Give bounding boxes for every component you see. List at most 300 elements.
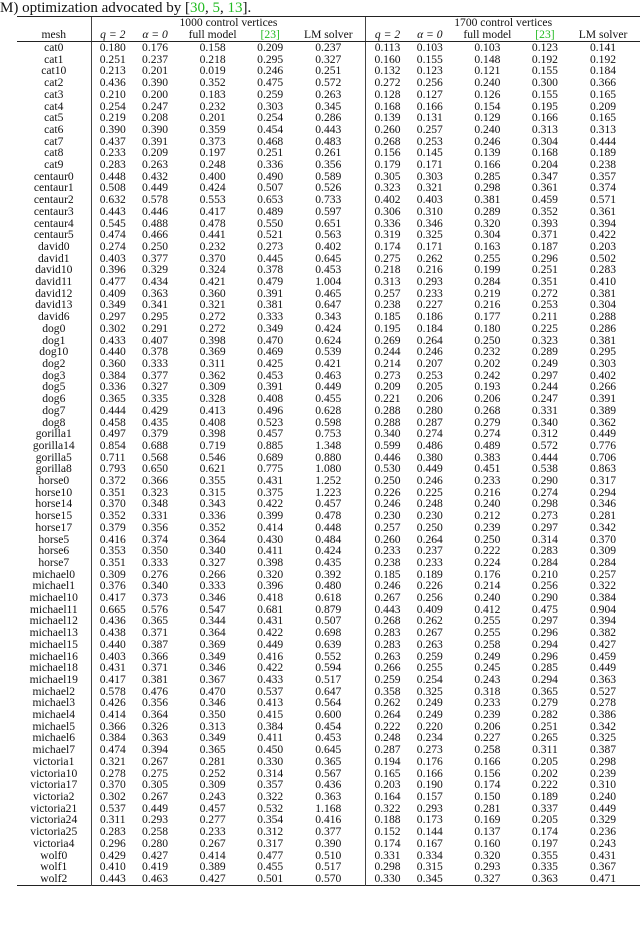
value-cell: 0.345 bbox=[416, 871, 443, 885]
value-cell: 0.422 bbox=[589, 228, 617, 242]
value-cell: 0.336 bbox=[199, 509, 226, 523]
best-value-cell: 0.333 bbox=[199, 579, 226, 593]
value-cell: 0.391 bbox=[257, 380, 284, 394]
best-value-cell: 0.380 bbox=[416, 450, 443, 464]
value-cell: 0.342 bbox=[589, 719, 617, 733]
table-row bbox=[17, 89, 640, 101]
value-cell: 0.222 bbox=[531, 778, 558, 792]
value-cell: 0.249 bbox=[416, 708, 443, 722]
value-cell: 0.398 bbox=[199, 427, 226, 441]
value-cell: 0.335 bbox=[142, 392, 169, 406]
mesh-name-cell: michael6 bbox=[32, 731, 76, 745]
value-cell: 0.263 bbox=[366, 651, 409, 663]
best-value-cell: 0.272 bbox=[199, 310, 226, 324]
col-header-ref23[interactable]: [23] bbox=[249, 28, 291, 42]
best-value-cell: 0.274 bbox=[474, 427, 501, 441]
value-cell: 0.356 bbox=[315, 158, 342, 172]
value-cell: 0.639 bbox=[315, 637, 342, 651]
value-cell: 0.302 bbox=[91, 791, 134, 803]
best-value-cell: 0.350 bbox=[199, 708, 226, 722]
value-cell: 0.286 bbox=[315, 111, 342, 125]
value-cell: 0.391 bbox=[589, 392, 617, 406]
value-cell: 0.435 bbox=[142, 415, 169, 429]
value-cell: 0.413 bbox=[257, 696, 284, 710]
value-cell: 0.396 bbox=[91, 264, 134, 276]
mesh-name-cell: victoria24 bbox=[30, 813, 78, 827]
value-cell: 0.184 bbox=[589, 64, 617, 78]
best-value-cell: 0.103 bbox=[416, 41, 443, 54]
value-cell: 0.247 bbox=[142, 99, 169, 113]
value-cell: 0.259 bbox=[257, 87, 284, 101]
value-cell: 0.396 bbox=[257, 579, 284, 593]
value-cell: 0.449 bbox=[315, 380, 342, 394]
value-cell: 0.269 bbox=[366, 335, 409, 347]
value-cell: 0.570 bbox=[315, 871, 342, 885]
value-cell: 0.233 bbox=[366, 545, 409, 557]
best-value-cell: 0.365 bbox=[199, 743, 226, 757]
mesh-name-cell: michael3 bbox=[32, 696, 76, 710]
value-cell: 0.793 bbox=[91, 463, 134, 475]
best-value-cell: 0.553 bbox=[199, 193, 226, 207]
value-cell: 0.283 bbox=[366, 627, 409, 639]
mesh-name-cell: michael0 bbox=[32, 567, 76, 581]
value-cell: 0.417 bbox=[91, 592, 134, 604]
mesh-name-cell: cat5 bbox=[44, 111, 64, 125]
best-value-cell: 0.470 bbox=[199, 684, 226, 698]
mesh-name-cell: victoria10 bbox=[30, 766, 78, 780]
value-cell: 0.349 bbox=[91, 299, 134, 311]
value-cell: 0.471 bbox=[589, 871, 617, 885]
best-value-cell: 0.193 bbox=[474, 380, 501, 394]
col-header-full-model: full model bbox=[176, 28, 249, 42]
value-cell: 0.262 bbox=[416, 614, 443, 628]
col-header-lm-solver: LM solver bbox=[566, 28, 640, 42]
value-cell: 0.313 bbox=[531, 122, 558, 136]
value-cell: 0.389 bbox=[589, 403, 617, 417]
value-cell: 0.272 bbox=[366, 77, 409, 89]
value-cell: 0.250 bbox=[366, 475, 409, 487]
value-cell: 0.390 bbox=[91, 124, 134, 136]
value-cell: 0.323 bbox=[142, 485, 169, 499]
best-value-cell: 0.413 bbox=[199, 403, 226, 417]
value-cell: 0.370 bbox=[91, 498, 134, 510]
value-cell: 0.440 bbox=[91, 639, 134, 651]
value-cell: 0.537 bbox=[91, 803, 134, 815]
value-cell: 0.287 bbox=[416, 415, 443, 429]
value-cell: 0.375 bbox=[257, 485, 284, 499]
value-cell: 0.291 bbox=[142, 321, 169, 335]
value-cell: 0.210 bbox=[91, 89, 134, 101]
value-cell: 0.207 bbox=[416, 356, 443, 370]
mesh-name-cell: michael5 bbox=[32, 719, 76, 733]
value-cell: 0.303 bbox=[589, 356, 617, 370]
best-value-cell: 0.216 bbox=[474, 485, 501, 499]
value-cell: 0.123 bbox=[531, 41, 558, 54]
value-cell: 0.366 bbox=[589, 76, 617, 90]
mesh-name-cell: cat10 bbox=[41, 64, 67, 78]
value-cell: 0.226 bbox=[366, 487, 409, 499]
value-cell: 0.371 bbox=[142, 626, 169, 640]
value-cell: 0.176 bbox=[416, 754, 443, 768]
value-cell: 0.165 bbox=[589, 111, 617, 125]
value-cell: 0.424 bbox=[315, 321, 342, 335]
value-cell: 0.296 bbox=[531, 251, 558, 265]
value-cell: 0.184 bbox=[416, 321, 443, 335]
value-cell: 0.383 bbox=[474, 450, 501, 464]
citation-link[interactable]: 13 bbox=[227, 0, 243, 16]
value-cell: 0.348 bbox=[142, 497, 169, 511]
value-cell: 0.285 bbox=[531, 661, 558, 675]
best-value-cell: 0.318 bbox=[474, 684, 501, 698]
value-cell: 0.327 bbox=[142, 380, 169, 394]
value-cell: 0.539 bbox=[315, 345, 342, 359]
value-cell: 0.257 bbox=[366, 288, 409, 300]
mesh-name-cell: centaur5 bbox=[33, 228, 74, 242]
value-cell: 0.297 bbox=[91, 311, 134, 323]
best-value-cell: 0.449 bbox=[416, 462, 443, 476]
value-cell: 0.361 bbox=[531, 181, 558, 195]
value-cell: 0.296 bbox=[531, 649, 558, 663]
value-cell: 0.393 bbox=[531, 216, 558, 230]
value-cell: 0.425 bbox=[257, 356, 284, 370]
value-cell: 0.351 bbox=[91, 487, 134, 499]
value-cell: 0.367 bbox=[589, 860, 617, 874]
value-cell: 0.346 bbox=[589, 497, 617, 511]
table-row bbox=[17, 674, 640, 686]
value-cell: 0.238 bbox=[589, 158, 617, 172]
value-cell: 0.236 bbox=[589, 825, 617, 839]
best-value-cell: 0.166 bbox=[474, 754, 501, 768]
value-cell: 0.424 bbox=[315, 544, 342, 558]
value-cell: 0.273 bbox=[531, 509, 558, 523]
value-cell: 0.278 bbox=[91, 768, 134, 780]
value-cell: 0.244 bbox=[531, 380, 558, 394]
value-cell: 0.251 bbox=[531, 719, 558, 733]
value-cell: 0.373 bbox=[142, 591, 169, 605]
value-cell: 0.254 bbox=[257, 111, 284, 125]
col-header-ref23[interactable]: [23] bbox=[524, 28, 566, 42]
table-row bbox=[17, 475, 640, 487]
value-cell: 0.176 bbox=[142, 41, 169, 54]
best-value-cell: 0.424 bbox=[199, 181, 226, 195]
mesh-name-cell: horse17 bbox=[35, 520, 73, 534]
value-cell: 0.618 bbox=[315, 591, 342, 605]
value-cell: 0.468 bbox=[257, 134, 284, 148]
value-cell: 0.632 bbox=[91, 194, 134, 206]
mesh-name-cell: michael19 bbox=[29, 672, 78, 686]
mesh-name-cell: cat3 bbox=[44, 87, 64, 101]
value-cell: 0.653 bbox=[257, 193, 284, 207]
best-value-cell: 0.305 bbox=[142, 778, 169, 792]
best-value-cell: 0.309 bbox=[199, 380, 226, 394]
table-row bbox=[17, 42, 640, 54]
best-value-cell: 0.359 bbox=[199, 122, 226, 136]
best-value-cell: 0.266 bbox=[199, 567, 226, 581]
value-cell: 0.286 bbox=[589, 321, 617, 335]
best-value-cell: 0.242 bbox=[474, 368, 501, 382]
value-cell: 0.155 bbox=[416, 52, 443, 66]
value-cell: 0.295 bbox=[589, 345, 617, 359]
mesh-name-cell: wolf1 bbox=[40, 860, 68, 874]
value-cell: 0.381 bbox=[589, 333, 617, 347]
best-value-cell: 0.126 bbox=[474, 87, 501, 101]
value-cell: 0.340 bbox=[142, 579, 169, 593]
mesh-name-cell: cat8 bbox=[44, 146, 64, 160]
best-value-cell: 0.346 bbox=[199, 661, 226, 675]
value-cell: 0.226 bbox=[416, 579, 443, 593]
value-cell: 0.317 bbox=[257, 836, 284, 850]
value-cell: 0.304 bbox=[531, 134, 558, 148]
mesh-name-cell: victoria1 bbox=[33, 754, 75, 768]
value-cell: 0.274 bbox=[531, 485, 558, 499]
best-value-cell: 0.449 bbox=[142, 801, 169, 815]
value-cell: 0.166 bbox=[531, 111, 558, 125]
mesh-name-cell: dog2 bbox=[42, 356, 66, 370]
value-cell: 0.336 bbox=[366, 218, 409, 230]
table-row bbox=[17, 276, 640, 288]
value-cell: 0.429 bbox=[91, 850, 134, 862]
best-value-cell: 0.121 bbox=[474, 64, 501, 78]
value-cell: 0.459 bbox=[531, 193, 558, 207]
value-cell: 0.287 bbox=[366, 744, 409, 756]
best-value-cell: 0.250 bbox=[474, 532, 501, 546]
value-cell: 0.436 bbox=[91, 615, 134, 627]
value-cell: 0.155 bbox=[531, 87, 558, 101]
value-cell: 0.517 bbox=[315, 672, 342, 686]
value-cell: 0.323 bbox=[531, 333, 558, 347]
best-value-cell: 0.370 bbox=[199, 251, 226, 265]
value-cell: 0.144 bbox=[416, 825, 443, 839]
mesh-name-cell: michael4 bbox=[32, 708, 76, 722]
value-cell: 0.502 bbox=[589, 251, 617, 265]
value-cell: 0.267 bbox=[142, 790, 169, 803]
best-value-cell: 0.320 bbox=[474, 216, 501, 230]
best-value-cell: 0.389 bbox=[199, 860, 226, 874]
value-cell: 0.160 bbox=[366, 54, 409, 66]
value-cell: 0.296 bbox=[91, 838, 134, 850]
value-cell: 0.211 bbox=[532, 310, 558, 324]
value-cell: 0.863 bbox=[589, 462, 617, 476]
value-cell: 0.248 bbox=[366, 732, 409, 744]
value-cell: 0.325 bbox=[589, 731, 617, 745]
best-value-cell: 0.240 bbox=[474, 122, 501, 136]
best-value-cell: 0.355 bbox=[199, 474, 226, 488]
value-cell: 0.431 bbox=[91, 662, 134, 674]
value-cell: 0.219 bbox=[91, 112, 134, 124]
value-cell: 0.311 bbox=[532, 743, 558, 757]
value-cell: 0.381 bbox=[142, 672, 169, 686]
value-cell: 0.537 bbox=[257, 684, 284, 698]
value-cell: 0.186 bbox=[416, 310, 443, 324]
value-cell: 0.733 bbox=[315, 193, 342, 207]
value-cell: 0.366 bbox=[142, 474, 169, 488]
best-value-cell: 0.340 bbox=[199, 544, 226, 558]
value-cell: 0.326 bbox=[142, 719, 169, 733]
best-value-cell: 0.232 bbox=[199, 239, 226, 253]
value-cell: 0.273 bbox=[416, 743, 443, 757]
best-value-cell: 0.414 bbox=[199, 848, 226, 862]
value-cell: 0.322 bbox=[589, 579, 617, 593]
value-cell: 0.387 bbox=[589, 743, 617, 757]
value-cell: 0.488 bbox=[142, 216, 169, 230]
col-header-alpha0: α = 0 bbox=[134, 28, 176, 42]
value-cell: 0.284 bbox=[531, 555, 558, 569]
best-value-cell: 0.478 bbox=[199, 216, 226, 230]
value-cell: 0.208 bbox=[142, 111, 169, 125]
mesh-name-cell: david11 bbox=[35, 275, 73, 289]
value-cell: 0.410 bbox=[91, 861, 134, 873]
value-cell: 0.295 bbox=[257, 52, 284, 66]
value-cell: 0.103 bbox=[474, 41, 501, 54]
value-cell: 0.443 bbox=[315, 122, 342, 136]
best-value-cell: 0.417 bbox=[199, 204, 226, 218]
value-cell: 0.283 bbox=[531, 544, 558, 558]
table-row bbox=[17, 358, 640, 370]
value-cell: 0.322 bbox=[366, 803, 409, 815]
value-cell: 0.282 bbox=[531, 708, 558, 722]
value-cell: 0.681 bbox=[257, 602, 284, 616]
value-cell: 0.168 bbox=[366, 101, 409, 113]
value-cell: 0.391 bbox=[257, 286, 284, 300]
value-cell: 0.433 bbox=[91, 335, 134, 347]
value-cell: 0.399 bbox=[257, 509, 284, 523]
value-cell: 0.267 bbox=[366, 592, 409, 604]
value-cell: 0.127 bbox=[416, 87, 443, 101]
mesh-name-cell: victoria2 bbox=[33, 790, 75, 803]
value-cell: 1.004 bbox=[315, 275, 342, 289]
best-value-cell: 0.219 bbox=[474, 286, 501, 300]
value-cell: 0.152 bbox=[366, 826, 409, 838]
mesh-name-cell: gorilla14 bbox=[32, 438, 75, 452]
value-cell: 0.272 bbox=[531, 286, 558, 300]
value-cell: 0.189 bbox=[416, 567, 443, 581]
value-cell: 0.190 bbox=[416, 778, 443, 792]
value-cell: 0.578 bbox=[91, 686, 134, 698]
best-value-cell: 0.169 bbox=[474, 813, 501, 827]
value-cell: 0.204 bbox=[531, 158, 558, 172]
value-cell: 0.256 bbox=[531, 579, 558, 593]
citation-link[interactable]: 30 bbox=[189, 0, 205, 16]
value-cell: 0.206 bbox=[474, 392, 501, 406]
table-row bbox=[17, 592, 640, 604]
value-cell: 0.437 bbox=[91, 136, 134, 148]
value-cell: 0.284 bbox=[589, 555, 617, 569]
best-value-cell: 0.258 bbox=[474, 637, 501, 651]
value-cell: 0.303 bbox=[257, 99, 284, 113]
table-row bbox=[17, 639, 640, 651]
value-cell: 0.249 bbox=[531, 356, 558, 370]
value-cell: 0.443 bbox=[91, 206, 134, 218]
value-cell: 0.594 bbox=[315, 661, 342, 675]
value-cell: 0.416 bbox=[257, 649, 284, 663]
best-value-cell: 0.293 bbox=[474, 860, 501, 874]
value-cell: 0.402 bbox=[366, 194, 409, 206]
value-cell: 0.347 bbox=[531, 169, 558, 183]
value-cell: 0.304 bbox=[589, 298, 617, 312]
value-cell: 0.650 bbox=[142, 462, 169, 476]
value-cell: 0.188 bbox=[366, 814, 409, 826]
best-value-cell: 0.331 bbox=[142, 509, 169, 523]
value-cell: 0.257 bbox=[366, 522, 409, 534]
value-cell: 0.128 bbox=[366, 89, 409, 101]
best-value-cell: 0.214 bbox=[474, 579, 501, 593]
best-value-cell: 0.245 bbox=[474, 661, 501, 675]
value-cell: 0.432 bbox=[142, 169, 169, 183]
value-cell: 0.164 bbox=[366, 791, 409, 803]
value-cell: 0.203 bbox=[589, 239, 617, 253]
value-cell: 0.132 bbox=[366, 65, 409, 77]
value-cell: 0.719 bbox=[199, 438, 226, 452]
value-cell: 0.239 bbox=[589, 766, 617, 780]
mesh-name-cell: dog7 bbox=[42, 403, 66, 417]
value-cell: 0.398 bbox=[257, 555, 284, 569]
table-row bbox=[17, 522, 640, 534]
value-cell: 0.139 bbox=[366, 112, 409, 124]
results-table bbox=[17, 16, 640, 886]
value-cell: 0.268 bbox=[366, 615, 409, 627]
value-cell: 0.329 bbox=[589, 813, 617, 827]
value-cell: 0.427 bbox=[142, 848, 169, 862]
value-cell: 0.363 bbox=[142, 286, 169, 300]
value-cell: 0.363 bbox=[142, 731, 169, 745]
value-cell: 0.254 bbox=[91, 101, 134, 113]
best-value-cell: 0.321 bbox=[199, 298, 226, 312]
table-row bbox=[17, 557, 640, 569]
best-value-cell: 0.160 bbox=[474, 836, 501, 850]
value-cell: 0.297 bbox=[531, 614, 558, 628]
value-cell: 0.174 bbox=[531, 825, 558, 839]
citation-link[interactable]: 5 bbox=[212, 0, 220, 16]
value-cell: 0.123 bbox=[416, 64, 443, 78]
value-cell: 0.532 bbox=[257, 801, 284, 815]
value-cell: 0.484 bbox=[315, 532, 342, 546]
value-cell: 0.552 bbox=[315, 649, 342, 663]
mesh-name-cell: horse7 bbox=[38, 555, 70, 569]
mesh-name-cell: david13 bbox=[35, 298, 73, 312]
value-cell: 0.459 bbox=[589, 649, 617, 663]
value-cell: 0.572 bbox=[315, 76, 342, 90]
table-row bbox=[17, 873, 640, 885]
value-cell: 0.645 bbox=[315, 251, 342, 265]
value-cell: 0.352 bbox=[531, 204, 558, 218]
value-cell: 0.195 bbox=[366, 323, 409, 335]
value-cell: 0.390 bbox=[142, 122, 169, 136]
value-cell: 0.647 bbox=[315, 684, 342, 698]
col-header-lm-solver: LM solver bbox=[291, 28, 366, 42]
table-row bbox=[17, 206, 640, 218]
value-cell: 0.166 bbox=[416, 766, 443, 780]
best-value-cell: 0.284 bbox=[474, 275, 501, 289]
value-cell: 0.336 bbox=[91, 381, 134, 393]
best-value-cell: 0.233 bbox=[474, 696, 501, 710]
value-cell: 0.257 bbox=[416, 122, 443, 136]
best-value-cell: 0.364 bbox=[199, 626, 226, 640]
value-cell: 0.260 bbox=[366, 124, 409, 136]
value-cell: 0.446 bbox=[366, 452, 409, 464]
value-cell: 0.259 bbox=[416, 649, 443, 663]
best-value-cell: 0.547 bbox=[199, 602, 226, 616]
value-cell: 0.225 bbox=[531, 321, 558, 335]
col-header-q2: q = 2 bbox=[366, 28, 409, 42]
value-cell: 0.360 bbox=[91, 358, 134, 370]
value-cell: 0.689 bbox=[257, 450, 284, 464]
best-value-cell: 0.427 bbox=[199, 871, 226, 885]
best-value-cell: 0.246 bbox=[474, 134, 501, 148]
value-cell: 0.379 bbox=[91, 522, 134, 534]
value-cell: 0.265 bbox=[531, 731, 558, 745]
best-value-cell: 0.379 bbox=[142, 427, 169, 441]
mesh-name-cell: horse10 bbox=[35, 485, 73, 499]
